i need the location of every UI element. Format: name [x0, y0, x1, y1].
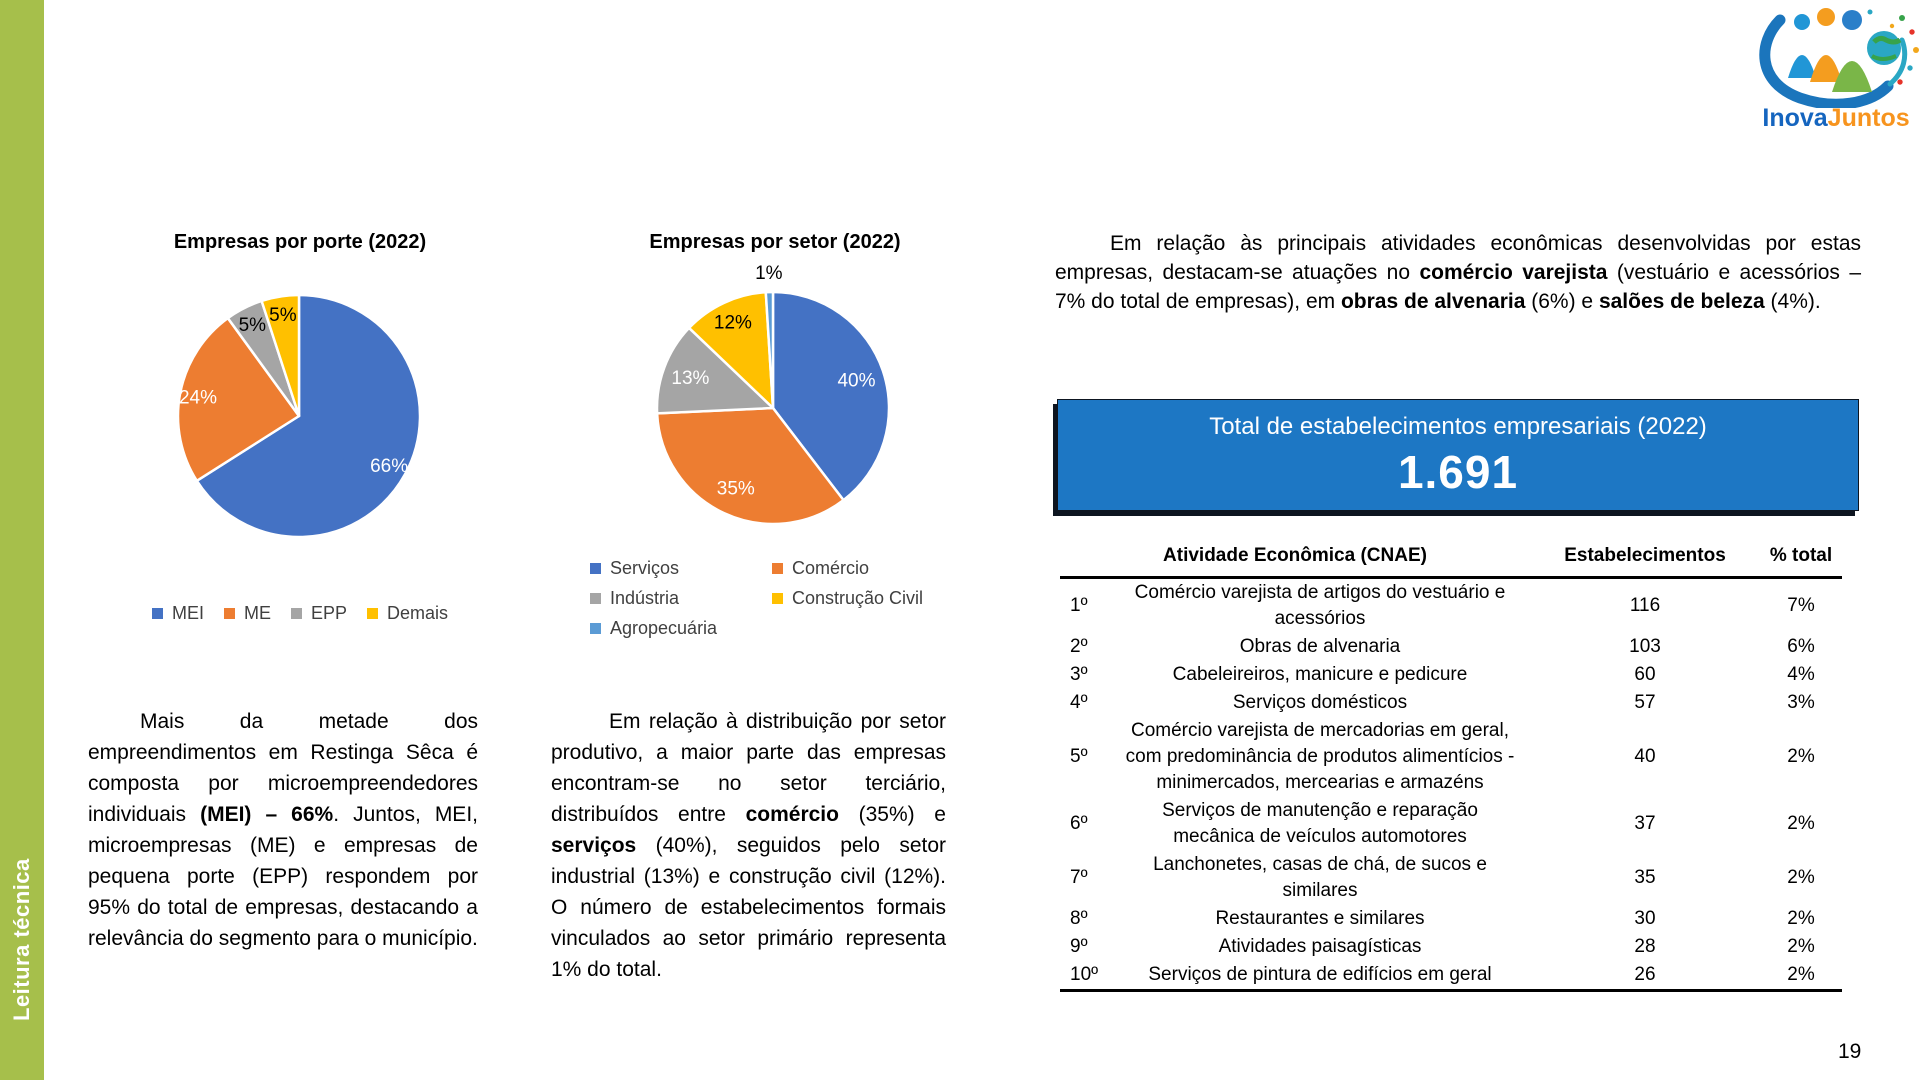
logo-dot: [1890, 24, 1894, 28]
paragraph-setor: [551, 706, 946, 985]
legend-marker: [367, 608, 378, 619]
row-establishments: 26: [1634, 964, 1656, 985]
legend-marker: [772, 563, 783, 574]
logo-figure-orange: [1810, 55, 1842, 82]
pie-chart-setor: [633, 258, 913, 548]
text: (35%) e: [838, 803, 946, 826]
row-rank: 5º: [1070, 746, 1088, 767]
pie-data-label: 5%: [238, 315, 267, 337]
pie2-legend: [590, 558, 990, 639]
text: Em relação às principais atividades econômicas desenvolvidas por estas empresas, destacam-se atuações no: [1055, 232, 1861, 284]
logo-dot: [1909, 29, 1914, 34]
pie-data-label: 12%: [713, 312, 752, 334]
legend-label: Indústria: [610, 588, 680, 608]
cnae-table-row: [1060, 689, 1842, 717]
row-activity: Comércio varejista de artigos do vestuário e acessórios: [1134, 582, 1506, 629]
row-establishments: 40: [1634, 746, 1656, 767]
legend-label: ME: [243, 603, 271, 623]
row-establishments: 57: [1634, 692, 1656, 713]
paragraph-porte: [88, 706, 478, 954]
paragraph-atividades: [1055, 229, 1861, 316]
pie1-legend: [100, 603, 500, 624]
text: . Juntos, MEI, microempresas (ME) e empresas de pequena porte (EPP) respondem por 95% do total de empresas, destacando a relevância do segmento para o município.: [88, 803, 478, 950]
logo-wordmark-secondary: Juntos: [1827, 104, 1910, 132]
logo-dot: [1907, 65, 1912, 70]
cnae-table-row: [1060, 717, 1842, 797]
cnae-table-row: [1060, 633, 1842, 661]
pie-data-label: 35%: [716, 478, 755, 500]
logo-figure-green: [1832, 61, 1872, 92]
logo-dot: [1868, 10, 1873, 15]
bold-text: (MEI) – 66%: [200, 803, 334, 826]
pie2-title: Empresas por setor (2022): [649, 231, 901, 253]
row-activity: Serviços de pintura de edifícios em geral: [1148, 964, 1492, 985]
row-percent: 3%: [1787, 692, 1815, 713]
row-percent: 2%: [1787, 964, 1815, 985]
row-rank: 2º: [1070, 636, 1088, 657]
row-establishments: 28: [1634, 936, 1656, 957]
row-percent: 2%: [1787, 908, 1815, 929]
total-banner-value: 1.691: [1397, 446, 1519, 498]
pie-data-label: 5%: [269, 305, 297, 327]
row-rank: 1º: [1070, 595, 1088, 616]
legend-item-Comércio: [772, 558, 990, 579]
legend-label: MEI: [171, 603, 204, 623]
pie-data-label: 1%: [755, 262, 783, 284]
row-activity: Cabeleireiros, manicure e pedicure: [1172, 664, 1468, 685]
legend-item-EPP: [291, 603, 347, 624]
text: (vestuário e acessórios – 7% do total de empresas), em: [1055, 261, 1862, 313]
row-percent: 6%: [1787, 636, 1815, 657]
row-rank: 9º: [1070, 936, 1088, 957]
logo-dot: [1913, 47, 1919, 53]
text: (40%), seguidos pelo setor industrial (13%) e construção civil (12%). O número de estabelecimentos formais vinculados ao setor primário representa 1% do total.: [551, 834, 946, 981]
logo-dot: [1899, 15, 1905, 21]
legend-label: Agropecuária: [610, 618, 718, 638]
row-rank: 10º: [1070, 964, 1099, 985]
logo-head-blue: [1794, 14, 1810, 30]
row-activity: Serviços domésticos: [1232, 692, 1408, 713]
legend-marker: [590, 593, 601, 604]
legend-item-Serviços: [590, 558, 772, 579]
row-rank: 4º: [1070, 692, 1088, 713]
bold-text: obras de alvenaria: [1340, 290, 1526, 313]
legend-label: Construção Civil: [792, 588, 924, 608]
logo-dot: [1897, 79, 1902, 84]
cnae-table-row: [1060, 961, 1842, 991]
row-rank: 3º: [1070, 664, 1088, 685]
page-number: 19: [1838, 1040, 1862, 1063]
row-activity: Lanchonetes, casas de chá, de sucos e similares: [1153, 854, 1487, 901]
legend-item-ME: [224, 603, 271, 624]
cnae-table-row: [1060, 905, 1842, 933]
pie-data-label: 66%: [370, 456, 409, 478]
row-establishments: 37: [1634, 813, 1656, 834]
logo-head-green-figure: [1842, 10, 1862, 30]
logo-wordmark-primary: Inova: [1762, 104, 1828, 132]
row-activity: Comércio varejista de mercadorias em geral, com predominância de produtos alimentícios - minimercados, mercearias e armazéns: [1125, 720, 1515, 793]
header-establishments: Estabelecimentos: [1530, 545, 1760, 578]
row-establishments: 35: [1634, 867, 1656, 888]
legend-marker: [224, 608, 235, 619]
row-activity: Serviços de manutenção e reparação mecânica de veículos automotores: [1162, 800, 1478, 847]
legend-item-Construção Civil: [772, 588, 990, 609]
legend-label: Comércio: [792, 558, 870, 578]
bold-text: serviços: [551, 834, 637, 857]
legend-marker: [590, 623, 601, 634]
inovajuntos-logo: [1750, 4, 1920, 108]
row-establishments: 103: [1629, 636, 1661, 657]
row-percent: 2%: [1787, 936, 1815, 957]
row-establishments: 116: [1629, 595, 1661, 616]
row-percent: 2%: [1787, 867, 1815, 888]
legend-item-Demais: [367, 603, 448, 624]
legend-marker: [291, 608, 302, 619]
legend-label: Serviços: [610, 558, 680, 578]
cnae-table: [1060, 545, 1842, 992]
pie-data-label: 24%: [178, 387, 218, 409]
legend-marker: [772, 593, 783, 604]
row-percent: 7%: [1787, 595, 1815, 616]
text: (6%) e: [1525, 290, 1599, 313]
row-activity: Atividades paisagísticas: [1218, 936, 1422, 957]
header-percent: % total: [1760, 545, 1842, 578]
logo-figure-blue: [1788, 55, 1816, 78]
cnae-table-row: [1060, 851, 1842, 905]
row-percent: 4%: [1787, 664, 1815, 685]
row-activity: Obras de alvenaria: [1239, 636, 1401, 657]
cnae-table-row: [1060, 933, 1842, 961]
logo-wordmark: [1750, 104, 1920, 133]
total-banner: [1057, 399, 1859, 511]
cnae-table-row: [1060, 578, 1842, 634]
cnae-table-row: [1060, 797, 1842, 851]
pie-data-label: 13%: [671, 367, 710, 389]
row-rank: 7º: [1070, 867, 1088, 888]
legend-item-Indústria: [590, 588, 772, 609]
legend-label: Demais: [387, 603, 449, 623]
bold-text: comércio varejista: [1419, 261, 1608, 284]
bold-text: comércio: [745, 803, 839, 826]
row-percent: 2%: [1787, 746, 1815, 767]
legend-item-Agropecuária: [590, 618, 772, 639]
row-establishments: 30: [1634, 908, 1656, 929]
total-banner-title: Total de estabelecimentos empresariais (2022): [1209, 413, 1707, 440]
pie1-title: Empresas por porte (2022): [173, 231, 427, 253]
cnae-header-row: [1060, 545, 1842, 578]
cnae-table-wrap: [1060, 545, 1842, 992]
legend-marker: [152, 608, 163, 619]
cnae-table-row: [1060, 661, 1842, 689]
legend-marker: [590, 563, 601, 574]
row-activity: Restaurantes e similares: [1215, 908, 1425, 929]
cnae-table-body: [1060, 578, 1842, 991]
row-rank: 8º: [1070, 908, 1088, 929]
text: Em relação à distribuição por setor produtivo, a maior parte das empresas encontram-se no setor terciário, distribuídos entre: [551, 710, 946, 826]
side-band-label: Leitura técnica: [9, 858, 34, 1022]
row-establishments: 60: [1634, 664, 1656, 685]
header-activity: Atividade Econômica (CNAE): [1060, 545, 1530, 578]
logo-head-orange: [1817, 8, 1835, 26]
legend-label: EPP: [310, 603, 348, 623]
legend-item-MEI: [152, 603, 204, 624]
pie-data-label: 40%: [837, 370, 876, 392]
text: Mais da metade dos empreendimentos em Restinga Sêca é composta por microempreendedores individuais: [88, 710, 478, 826]
row-percent: 2%: [1787, 813, 1815, 834]
pie-chart-porte: [164, 281, 434, 551]
row-rank: 6º: [1070, 813, 1088, 834]
bold-text: salões de beleza: [1598, 290, 1765, 313]
text: (4%).: [1764, 290, 1821, 313]
